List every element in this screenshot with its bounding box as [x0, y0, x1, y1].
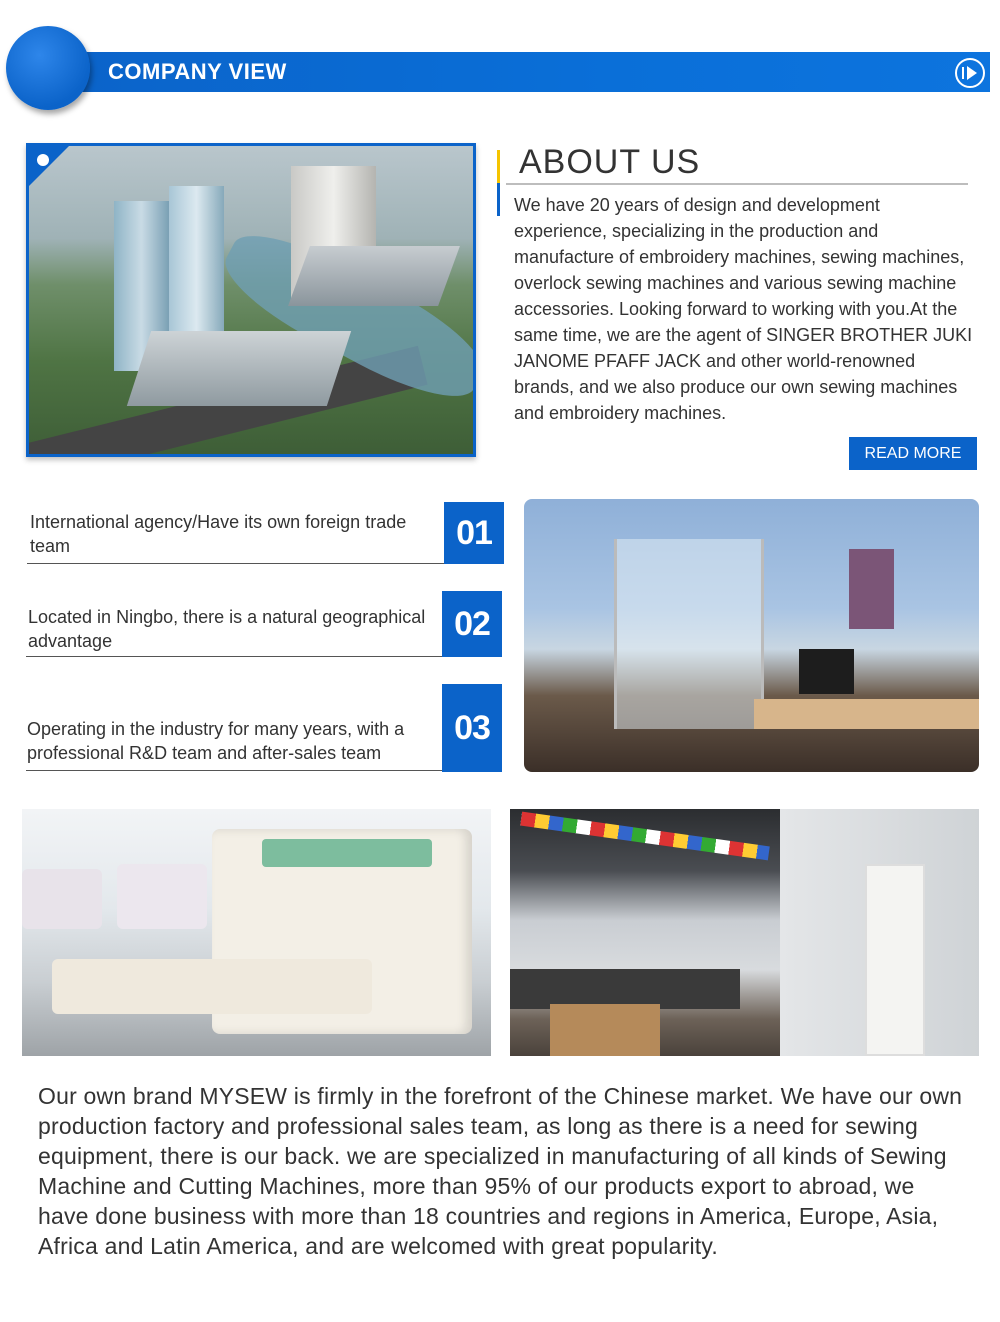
photo-poster [849, 549, 894, 629]
feature-item [24, 502, 504, 564]
photo-desk [510, 969, 740, 1009]
feature-number-badge: 02 [442, 591, 502, 657]
about-body: We have 20 years of design and development experience, specializing in the production and manufacture of embroidery machines, sewing machines, overlock sewing machines and various sewing machine accessories. Looking forward to working with you.At the same time, we are the agent of SINGER BROTHER JUKI JANOME PFAFF JACK and other world-renowned brands, and we also produce our own sewing machines and embroidery machines. [514, 195, 973, 423]
feature-text: International agency/Have its own foreign trade team [30, 512, 407, 556]
photo-desk [754, 699, 979, 729]
photo-flags [520, 812, 770, 861]
about-divider [506, 183, 968, 185]
corner-dot-decoration [37, 154, 49, 166]
photo-background-machine [22, 869, 102, 929]
feature-item [24, 591, 504, 657]
section-banner [0, 22, 1000, 114]
feature-divider [27, 563, 447, 564]
company-description-paragraph: Our own brand MYSEW is firmly in the forefront of the Chinese market. We have our own production factory and professional sales team, as long as there is a need for sewing equipment, there is our back. we are specialized in manufacturing of all kinds of Sewing Machine and Cutting Machines, more than 95% of our products export to abroad, we have done business with more than 18 countries and regions in America, Europe, Asia, Africa and Latin America, and are welcomed with great popularity. [38, 1083, 963, 1259]
photo-door [865, 864, 925, 1056]
feature-divider [26, 770, 444, 771]
corner-triangle-decoration [29, 146, 69, 186]
photo-mall [288, 246, 460, 306]
play-circle-icon[interactable] [955, 58, 985, 88]
sewing-machine-photo [22, 809, 491, 1056]
photo-machine-bed [52, 959, 372, 1014]
photo-machine-panel [262, 839, 432, 867]
company-building-photo [26, 143, 476, 457]
feature-number-badge: 03 [442, 684, 502, 772]
office-workspace-photo [510, 809, 979, 1056]
photo-background-machine [117, 864, 207, 929]
about-title: ABOUT US [519, 143, 701, 181]
section-title: COMPANY VIEW [108, 59, 287, 84]
feature-text: Operating in the industry for many years, with a professional R&D team and after-sales team [27, 719, 405, 763]
banner-circle-decoration [6, 26, 90, 110]
photo-glass-door [614, 539, 764, 729]
feature-item [24, 684, 504, 772]
feature-divider [26, 656, 444, 657]
feature-number-badge: 01 [444, 502, 504, 564]
office-interior-photo [524, 499, 979, 772]
photo-monitor [799, 649, 854, 694]
feature-text: Located in Ningbo, there is a natural geographical advantage [28, 607, 426, 651]
photo-mall [127, 331, 351, 406]
about-accent-bar [497, 150, 500, 216]
read-more-button[interactable]: READ MORE [849, 437, 977, 470]
photo-box [550, 1004, 660, 1056]
